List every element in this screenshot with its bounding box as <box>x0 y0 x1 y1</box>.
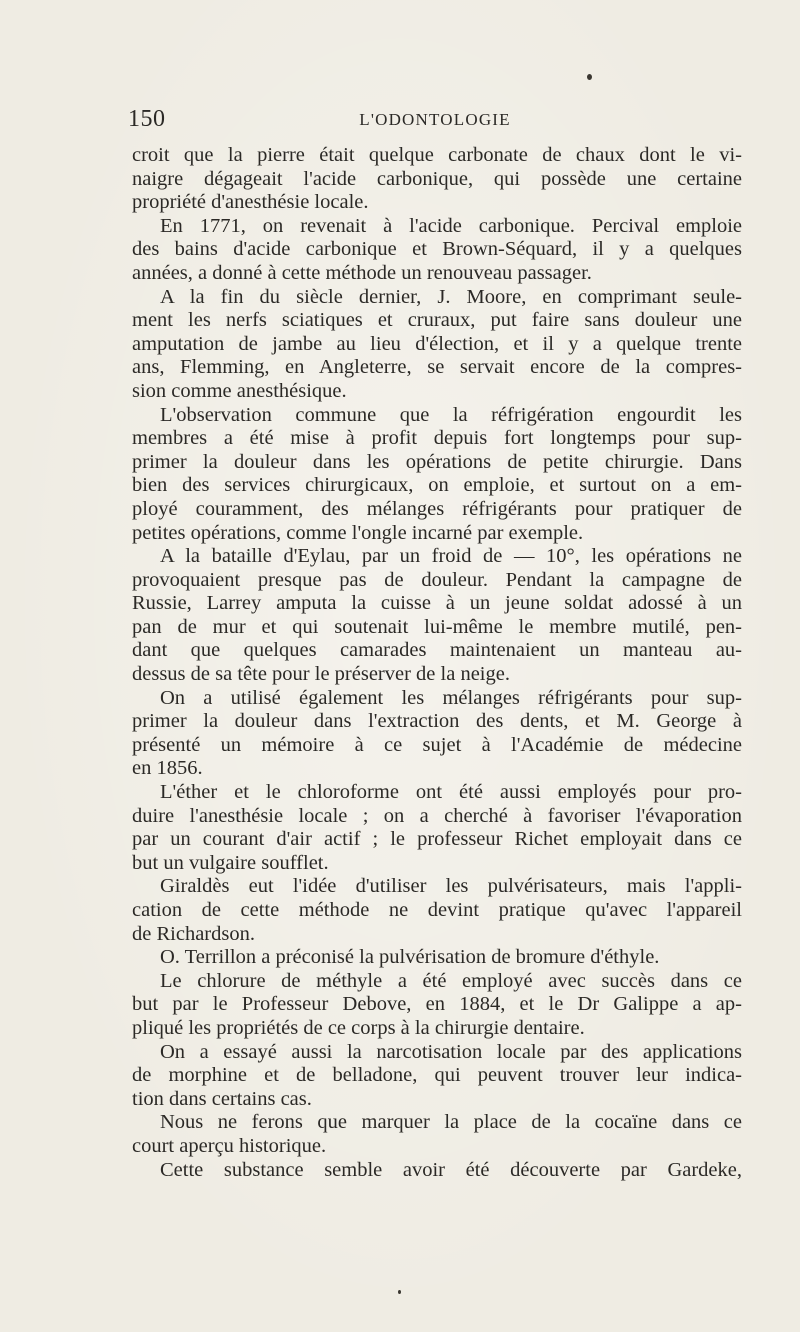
text-line: court aperçu historique. <box>132 1134 327 1157</box>
text-line: L'éther et le chloroforme ont été aussi employés pour pro- <box>160 781 742 804</box>
text-line: présenté un mémoire à ce sujet à l'Académie de médecine <box>132 733 742 756</box>
page-header <box>128 106 742 136</box>
text-line: cation de cette méthode ne devint pratique qu'avec l'appareil <box>132 899 742 921</box>
text-line: petites opérations, comme l'ongle incarné par exemple. <box>132 521 584 544</box>
text-line: en 1856. <box>132 757 203 780</box>
text-line: ment les nerfs sciatiques et cruraux, put faire sans douleur une <box>132 309 742 332</box>
text-line: dant que quelques camarades maintenaient un manteau au- <box>132 639 742 662</box>
text-line: primer la douleur dans les opérations de petite chirurgie. Dans <box>132 450 742 473</box>
text-line: A la bataille d'Eylau, par un froid de — 10°, les opérations ne <box>160 545 742 568</box>
text-line: primer la douleur dans l'extraction des dents, et M. George à <box>132 710 742 733</box>
page-number: 150 <box>128 106 166 132</box>
text-line: bien des services chirurgicaux, on emploie, et surtout on a em- <box>132 474 742 497</box>
running-title: L'ODONTOLOGIE <box>359 110 511 129</box>
ink-speck <box>587 74 592 80</box>
text-line: provoquaient presque pas de douleur. Pendant la campagne de <box>132 568 742 591</box>
text-line: Russie, Larrey amputa la cuisse à un jeune soldat adossé à un <box>132 592 742 615</box>
text-line: On a utilisé également les mélanges réfrigérants pour sup- <box>160 686 742 709</box>
text-line: but un vulgaire soufflet. <box>132 851 329 874</box>
text-line: années, a donné à cette méthode un renouveau passager. <box>132 261 592 284</box>
text-line: amputation de jambe au lieu d'élection, et il y a quelque trente <box>132 332 742 355</box>
text-line: En 1771, on revenait à l'acide carbonique. Percival emploie <box>160 214 742 237</box>
ink-speck <box>398 1290 401 1294</box>
text-line: naigre dégageait l'acide carbonique, qui possède une certaine <box>132 167 742 190</box>
text-line: Cette substance semble avoir été découverte par Gardeke, <box>160 1158 742 1181</box>
text-line: des bains d'acide carbonique et Brown-Séquard, il y a quelques <box>132 238 742 261</box>
text-line: de Richardson. <box>132 922 255 945</box>
text-line: tion dans certains cas. <box>132 1087 312 1110</box>
text-line: sion comme anesthésique. <box>132 379 347 402</box>
text-line: Nous ne ferons que marquer la place de la cocaïne dans ce <box>160 1111 742 1134</box>
text-line: On a essayé aussi la narcotisation locale par des applications <box>160 1040 742 1063</box>
text-line: membres a été mise à profit depuis fort longtemps pour sup- <box>132 427 742 450</box>
text-line: croit que la pierre était quelque carbonate de chaux dont le vi- <box>132 144 742 166</box>
text-line: Le chlorure de méthyle a été employé avec succès dans ce <box>160 969 742 992</box>
text-line: Giraldès eut l'idée d'utiliser les pulvérisateurs, mais l'appli- <box>160 875 742 898</box>
text-line: dessus de sa tête pour le préserver de la neige. <box>132 663 510 686</box>
body-text <box>132 144 742 1182</box>
text-line: pliqué les propriétés de ce corps à la chirurgie dentaire. <box>132 1016 585 1039</box>
text-line: ans, Flemming, en Angleterre, se servait encore de la compres- <box>132 356 742 379</box>
text-line: pan de mur et qui soutenait lui-même le membre mutilé, pen- <box>132 615 742 638</box>
text-line: par un courant d'air actif ; le professeur Richet employait dans ce <box>132 828 742 851</box>
text-line: but par le Professeur Debove, en 1884, et le Dr Galippe a ap- <box>132 993 742 1016</box>
text-line: A la fin du siècle dernier, J. Moore, en comprimant seule- <box>160 285 742 308</box>
text-line: ployé couramment, des mélanges réfrigérants pour pratiquer de <box>132 497 742 520</box>
text-line: L'observation commune que la réfrigération engourdit les <box>160 403 742 426</box>
text-line: O. Terrillon a préconisé la pulvérisation de bromure d'éthyle. <box>160 946 660 969</box>
text-line: propriété d'anesthésie locale. <box>132 191 369 214</box>
text-line: duire l'anesthésie locale ; on a cherché à favoriser l'évaporation <box>132 804 742 827</box>
text-line: de morphine et de belladone, qui peuvent trouver leur indica- <box>132 1064 742 1087</box>
